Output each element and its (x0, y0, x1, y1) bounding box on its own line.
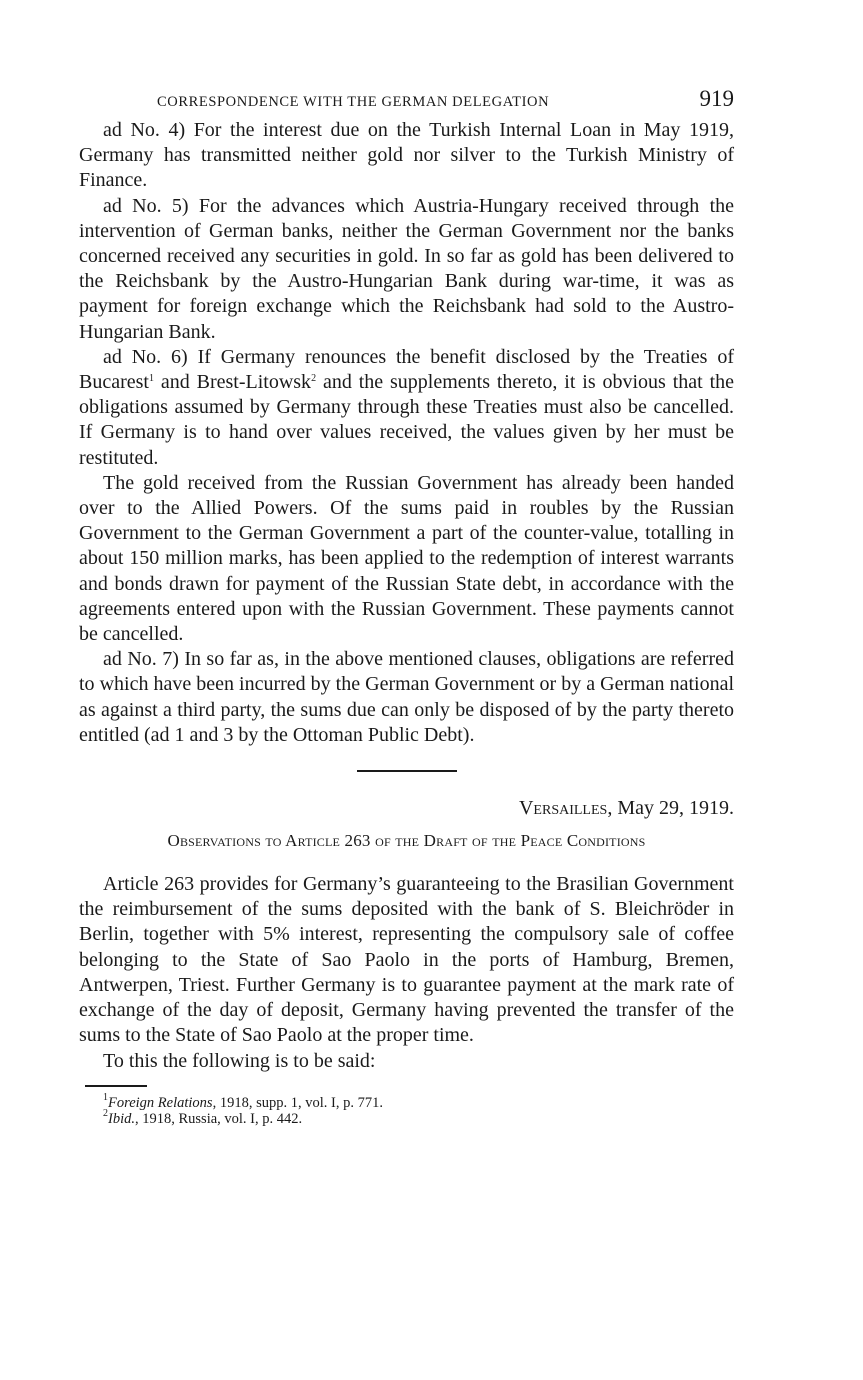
paragraph-ad-no-4: ad No. 4) For the interest due on the Turkish Internal Loan in May 1919, Germany has transmitted neither gold nor silver to the Turkish Ministry of Finance. (79, 119, 734, 192)
section-divider (357, 770, 457, 772)
footnote-2 (79, 1107, 734, 1127)
footnote-1 (79, 1091, 734, 1111)
paragraph-ad-no-6-text-a: ad No. 6) If Germany renounces the benefit disclosed by the Treaties of Bucarest (79, 345, 734, 394)
footnote-ref-2: 2 (311, 373, 317, 385)
page-header (79, 84, 734, 118)
page-number: 919 (699, 86, 734, 111)
running-title: CORRESPONDENCE WITH THE GERMAN DELEGATION (157, 94, 550, 110)
document-title: Observations to Article 263 of the Draft of the Peace Conditions (167, 831, 646, 851)
footnote-title: Ibid. (108, 1110, 135, 1127)
observations-section (79, 872, 734, 1074)
footnote-text: , 1918, Russia, vol. I, p. 442. (134, 1110, 303, 1127)
paragraph-ad-no-6-text-c: and the supplements thereto, it is obvious that the obligations assumed by Germany through these Treaties must also be cancelled. If Germany is to hand over values received, the values given by her must be restituted. (79, 371, 735, 469)
footnote-text: , 1918, supp. 1, vol. I, p. 771. (212, 1094, 383, 1111)
paragraph-to-this: To this the following is to be said: (103, 1049, 376, 1072)
footnote-divider (85, 1085, 147, 1087)
paragraph-ad-no-6 (79, 345, 734, 471)
paragraph-ad-no-6-text-b: and Brest-Litowsk (153, 371, 312, 394)
paragraph-ad-no-5: ad No. 5) For the advances which Austria-Hungary received through the intervention of German banks, neither the German Government nor the banks concerned received any securities in gold. In so far as gold has been delivered to the Reichsbank by the Austro-Hungarian Bank during war-time, it was as payment for foreign exchange which the Reichsbank had sold to the Austro-Hungarian Bank. (79, 194, 734, 343)
footnote-marker: 1 (103, 1091, 108, 1103)
paragraph-article-263: Article 263 provides for Germany’s guaranteeing to the Brasilian Government the reimbursement of the sums deposited with the bank of S. Bleichröder in Berlin, together with 5% interest, representing the compulsory sale of coffee belonging to the State of Sao Paolo in the ports of Hamburg, Bremen, Antwerpen, Triest. Further Germany is to guarantee payment at the mark rate of exchange of the day of deposit, Germany having prevented the transfer of the sums to the State of Sao Paolo at the proper time. (79, 873, 734, 1047)
footnotes (79, 1091, 734, 1127)
footnote-marker: 2 (103, 1107, 108, 1119)
footnote-ref-1: 1 (148, 373, 154, 385)
dateline-date: , May 29, 1919. (607, 797, 734, 820)
footnote-title: Foreign Relations (108, 1094, 213, 1111)
document-page (79, 84, 734, 1127)
paragraph-ad-no-7: ad No. 7) In so far as, in the above mentioned clauses, obligations are referred to which have been incurred by the German Government or by a German national as against a third party, the sums due can only be disposed of by the party thereto entitled (ad 1 and 3 by the Ottoman Public Debt). (79, 648, 734, 746)
dateline-place: Versailles (518, 797, 608, 820)
dateline (79, 796, 734, 821)
paragraph-russian-gold: The gold received from the Russian Government has already been handed over to the Allied Powers. Of the sums paid in roubles by the Russian Government to the German Government a part of the counter-value, totalling in about 150 million marks, has been applied to the redemption of interest warrants and bonds drawn for payment of the Russian State debt, in accordance with the agreements entered upon with the Russian Government. These payments cannot be cancelled. (79, 471, 734, 646)
